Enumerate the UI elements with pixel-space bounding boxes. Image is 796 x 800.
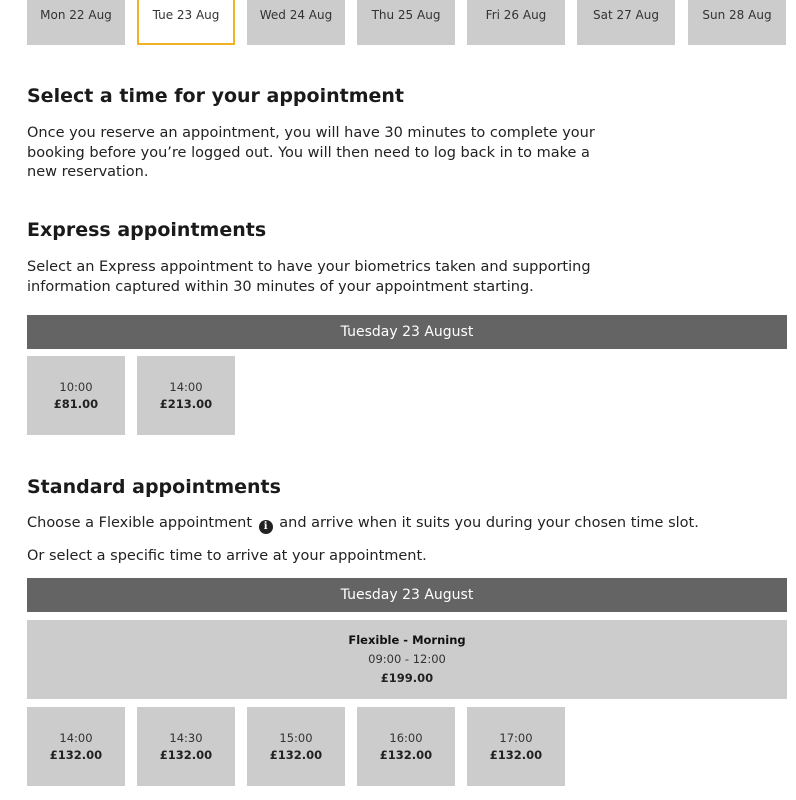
express-date-bar: Tuesday 23 August — [27, 315, 787, 349]
slot-time: 14:30 — [169, 730, 203, 745]
select-time-description — [27, 124, 595, 183]
text-line: booking before you’re logged out. You will then need to log back in to make a — [27, 144, 590, 161]
day-label: Sat 27 Aug — [592, 8, 659, 22]
flexible-title: Flexible - Morning — [348, 633, 466, 647]
standard-slot[interactable] — [357, 707, 455, 786]
standard-heading: Standard appointments — [27, 476, 281, 498]
standard-slot[interactable] — [27, 707, 125, 786]
text-line: information captured within 30 minutes of your appointment starting. — [27, 278, 534, 295]
express-description — [27, 258, 591, 297]
slot-price: £132.00 — [489, 747, 543, 762]
standard-specific-time-text: Or select a specific time to arrive at your appointment. — [27, 548, 427, 564]
day-label: Fri 26 Aug — [485, 8, 547, 22]
slot-price: £132.00 — [379, 747, 433, 762]
day-tab[interactable] — [577, 0, 675, 45]
select-time-heading: Select a time for your appointment — [27, 85, 405, 107]
info-icon[interactable]: i — [259, 520, 273, 534]
slot-price: £213.00 — [159, 396, 213, 411]
day-tab-selected[interactable] — [137, 0, 235, 45]
standard-date-bar: Tuesday 23 August — [27, 578, 787, 612]
express-heading: Express appointments — [27, 219, 267, 241]
day-tab[interactable] — [357, 0, 455, 45]
standard-slot[interactable] — [137, 707, 235, 786]
day-label: Tue 23 Aug — [152, 8, 220, 22]
slot-time: 10:00 — [59, 379, 93, 394]
day-label: Sun 28 Aug — [702, 8, 772, 22]
standard-slot[interactable] — [247, 707, 345, 786]
day-tab[interactable] — [688, 0, 786, 45]
day-selector — [27, 0, 796, 45]
day-label: Wed 24 Aug — [259, 8, 333, 22]
slot-price: £81.00 — [53, 396, 99, 411]
day-tab[interactable] — [467, 0, 565, 45]
text-line: new reservation. — [27, 164, 149, 180]
slot-time: 14:00 — [169, 379, 203, 394]
slot-price: £132.00 — [159, 747, 213, 762]
day-label: Thu 25 Aug — [371, 8, 441, 22]
day-label: Mon 22 Aug — [40, 8, 112, 22]
slot-time: 16:00 — [389, 730, 423, 745]
flexible-morning-slot[interactable] — [27, 620, 787, 699]
standard-description — [27, 514, 699, 534]
text-line: Once you reserve an appointment, you will have 30 minutes to complete your — [27, 125, 595, 141]
day-tab[interactable] — [27, 0, 125, 45]
express-slot[interactable] — [27, 356, 125, 435]
text-fragment: and arrive when it suits you during your chosen time slot. — [279, 515, 699, 531]
text-line: Select an Express appointment to have your biometrics taken and supporting — [27, 259, 591, 275]
slot-time: 17:00 — [499, 730, 533, 745]
slot-price: £132.00 — [269, 747, 323, 762]
text-fragment: Choose a Flexible appointment — [27, 515, 253, 531]
flexible-price: £199.00 — [380, 671, 434, 685]
slot-time: 15:00 — [279, 730, 313, 745]
standard-slot[interactable] — [467, 707, 565, 786]
slot-price: £132.00 — [49, 747, 103, 762]
flexible-range: 09:00 - 12:00 — [368, 652, 446, 666]
slot-time: 14:00 — [59, 730, 93, 745]
day-tab[interactable] — [247, 0, 345, 45]
express-slot[interactable] — [137, 356, 235, 435]
